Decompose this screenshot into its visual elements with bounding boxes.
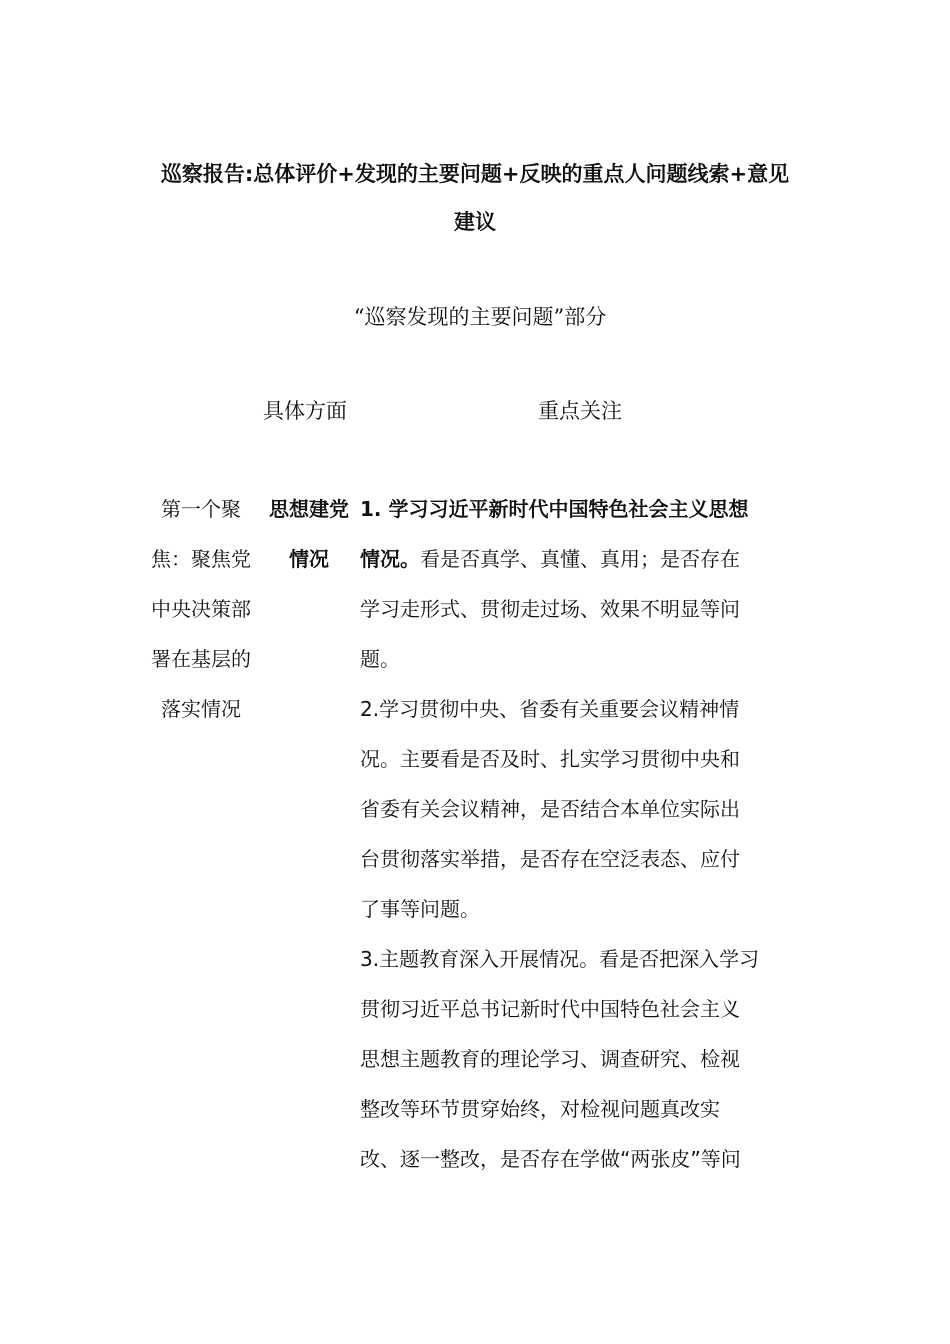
focus-line: 况。主要看是否及时、扎实学习贯彻中央和: [360, 747, 740, 771]
focus-line: 改、逐一整改，是否存在学做“两张皮”等问: [360, 1147, 741, 1171]
focus-line: 3.主题教育深入开展情况。看是否把深入学习: [360, 947, 760, 971]
table-cell-category: [140, 484, 262, 734]
focus-line: 贯彻习近平总书记新时代中国特色社会主义: [360, 997, 740, 1021]
category-line: 中央决策部: [151, 597, 251, 621]
document-title: [140, 150, 810, 246]
category-line: 署在基层的: [151, 647, 251, 671]
focus-line-text: 看是否真学、真懂、真用；是否存在: [420, 547, 740, 571]
table-cell-aspect: [262, 484, 356, 584]
focus-line: 整改等环节贯穿始终，对检视问题真改实: [360, 1097, 720, 1121]
title-line-2: 建议: [454, 210, 496, 234]
title-line-1: 巡察报告:总体评价+发现的主要问题+反映的重点人问题线索+意见: [160, 162, 790, 186]
focus-line: 思想主题教育的理论学习、调查研究、检视: [360, 1047, 740, 1071]
focus-line: [360, 534, 810, 584]
focus-line: 省委有关会议精神，是否结合本单位实际出: [360, 797, 740, 821]
aspect-line: 情况: [289, 547, 329, 571]
aspect-line: 思想建党: [269, 497, 349, 521]
focus-line: 1. 学习习近平新时代中国特色社会主义思想: [360, 497, 749, 521]
focus-line: 台贯彻落实举措，是否存在空泛表态、应付: [360, 847, 740, 871]
focus-item-2: [360, 684, 810, 934]
focus-item-1: [360, 484, 810, 684]
category-line: 焦：聚焦党: [151, 547, 251, 571]
focus-line-bold: 情况。: [360, 547, 420, 571]
focus-line: 题。: [360, 647, 400, 671]
category-line: 落实情况: [161, 697, 241, 721]
table-cell-focus: [360, 484, 810, 1184]
focus-line: 了事等问题。: [360, 897, 480, 921]
focus-line: 学习走形式、贯彻走过场、效果不明显等问: [360, 597, 740, 621]
column-header-focus: 重点关注: [538, 399, 622, 423]
focus-line: 2.学习贯彻中央、省委有关重要会议精神情: [360, 697, 740, 721]
focus-item-3: [360, 934, 810, 1184]
section-subtitle: “巡察发现的主要问题”部分: [353, 305, 607, 329]
category-line: 第一个聚: [161, 497, 241, 521]
column-header-aspect: 具体方面: [263, 399, 347, 423]
